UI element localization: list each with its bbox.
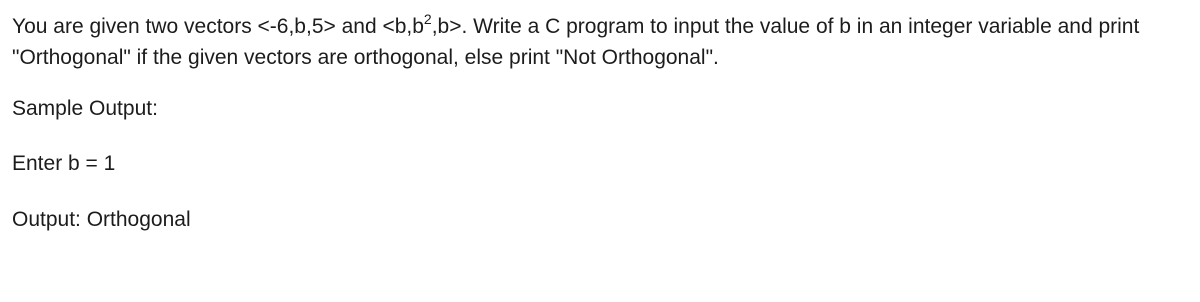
question-text	[12, 11, 1188, 73]
sample-input-line: Enter b = 1	[12, 152, 116, 175]
sample-output-heading: Sample Output:	[12, 97, 158, 120]
exponent-superscript: 2	[423, 11, 432, 27]
question-text-part-2: ,b>. Write a C program to input the value of b in an integer variable and print "Orthogonal" if the given vectors are orthogonal, else print "Not Orthogonal".	[12, 15, 1140, 69]
question-text-part-1: You are given two vectors <-6,b,5> and <b,b	[12, 15, 424, 38]
sample-output-line: Output: Orthogonal	[12, 208, 191, 231]
